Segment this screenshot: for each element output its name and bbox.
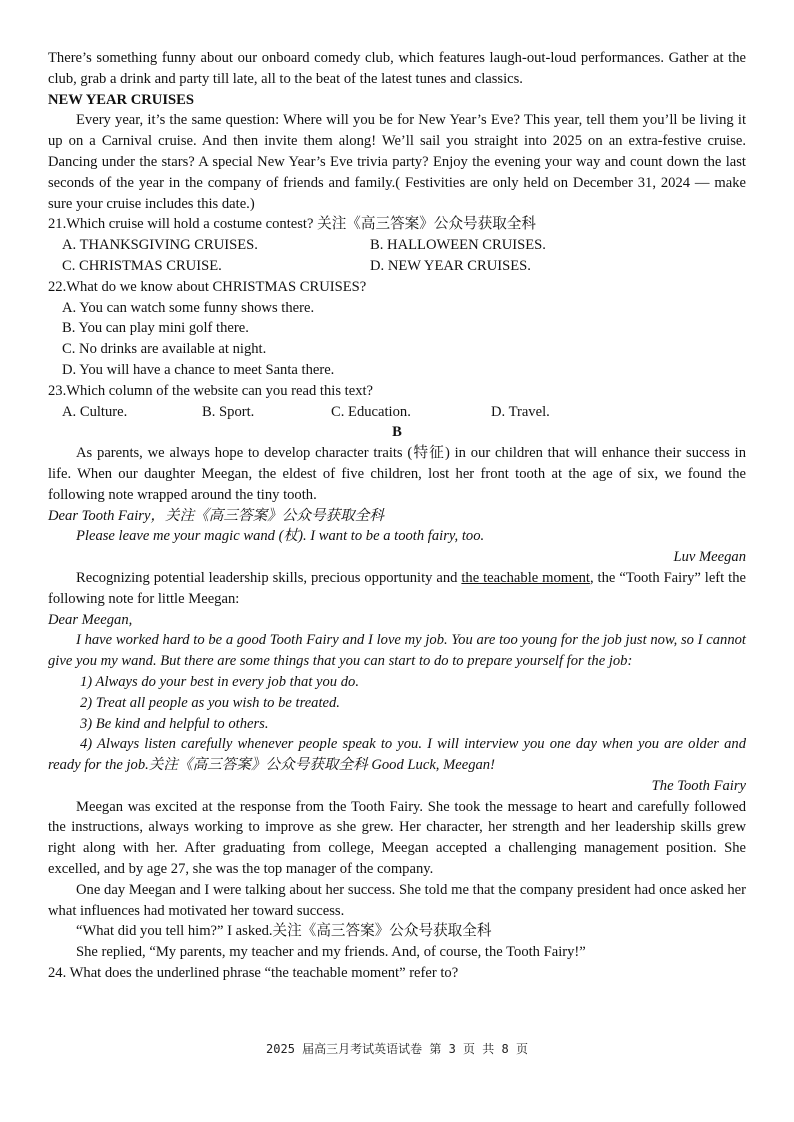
note-2-item-2: 2) Treat all people as you wish to be treated. xyxy=(80,694,340,711)
option-23-b: B. Sport. xyxy=(202,403,255,420)
section-b-label: B xyxy=(392,424,402,441)
note-2-item-3: 3) Be kind and helpful to others. xyxy=(80,715,269,732)
page-footer: 2025 届高三月考试英语试卷 第 3 页 共 8 页 xyxy=(266,1042,528,1056)
p2-text-before: Recognizing potential leadership skills, precious opportunity and xyxy=(76,569,462,586)
question-22-stem: 22.What do we know about CHRISTMAS CRUISES? xyxy=(48,278,367,295)
option-21-d: D. NEW YEAR CRUISES. xyxy=(370,257,531,274)
option-21-b: B. HALLOWEEN CRUISES. xyxy=(370,237,546,254)
note-1-salutation: Dear Tooth Fairy，关注《高三答案》公众号获取全科 xyxy=(48,507,384,524)
passage-b-paragraph-2 xyxy=(48,568,746,610)
new-year-paragraph: Every year, it’s the same question: Where will you be for New Year’s Eve? This year, tell them you’ll be living it up on a Carnival cruise. And then invite them along! We’ll sail you straight into 2025 on an extra-festive cruise. Dancing under the stars? A special New Year’s Eve trivia party? Enjoy the evening your way and count down the last seconds of the year in the company of friends and family.( Festivities are only held on December 31, 2024 — make sure your cruise includes this date.) xyxy=(48,112,746,212)
passage-b-paragraph-1: As parents, we always hope to develop character traits (特征) in our children that will enhance their success in life. When our daughter Meegan, the eldest of five children, lost her front tooth at the age of six, we found the following note wrapped around the tiny tooth. xyxy=(48,445,746,503)
underlined-phrase: the teachable moment xyxy=(461,569,590,586)
question-21-options-row2 xyxy=(48,256,746,277)
passage-b-paragraph-4: One day Meegan and I were talking about her success. She told me that the company president had once asked her what influences had motivated her toward success. xyxy=(48,881,746,919)
option-23-c: C. Education. xyxy=(331,403,411,420)
option-21-c: C. CHRISTMAS CRUISE. xyxy=(62,257,222,274)
option-22-c: C. No drinks are available at night. xyxy=(62,341,267,358)
note-2-signature: The Tooth Fairy xyxy=(651,777,746,794)
note-2-item-1: 1) Always do your best in every job that you do. xyxy=(80,673,359,690)
intro-paragraph: There’s something funny about our onboard comedy club, which features laugh-out-loud performances. Gather at the club, grab a drink and party till late, all to the beat of the latest tunes and classics. xyxy=(48,50,746,87)
question-23-options xyxy=(48,402,746,423)
question-24-stem: 24. What does the underlined phrase “the teachable moment” refer to? xyxy=(48,965,459,982)
p2-text-after: , the “Tooth Fairy” left the following note for little Meegan: xyxy=(48,569,746,607)
note-2-item-4: 4) Always listen carefully whenever people speak to you. I will interview you one day when you are older and ready for the job.关注《高三答案》公众号获取全科 Good Luck, Meegan! xyxy=(48,736,746,774)
note-2-salutation: Dear Meegan, xyxy=(48,611,133,628)
option-23-a: A. Culture. xyxy=(62,403,128,420)
question-21-stem: 21.Which cruise will hold a costume contest? 关注《高三答案》公众号获取全科 xyxy=(48,216,537,233)
passage-b-paragraph-5: “What did you tell him?” I asked.关注《高三答案》公众号获取全科 xyxy=(76,923,492,940)
note-2-body: I have worked hard to be a good Tooth Fairy and I love my job. You are too young for the job just now, so I cannot give you my wand. But there are some things that you can start to do to prepare yourself for the job: xyxy=(48,632,746,670)
note-1-body: Please leave me your magic wand (杖). I want to be a tooth fairy, too. xyxy=(76,528,485,545)
exam-page xyxy=(48,48,746,984)
section-heading-new-year: NEW YEAR CRUISES xyxy=(48,91,194,108)
option-21-a: A. THANKSGIVING CRUISES. xyxy=(62,237,258,254)
option-22-a: A. You can watch some funny shows there. xyxy=(62,299,315,316)
question-21-options-row1 xyxy=(48,235,746,256)
passage-b-paragraph-6: She replied, “My parents, my teacher and my friends. And, of course, the Tooth Fairy!” xyxy=(76,944,586,961)
option-22-b: B. You can play mini golf there. xyxy=(62,320,249,337)
passage-b-paragraph-3: Meegan was excited at the response from the Tooth Fairy. She took the message to heart and carefully followed the instructions, always working to improve as she grew. Her character, her strength and her leadership skills grew right along with her. After graduating from college, Meegan accepted a challenging management position. She excelled, and by age 27, she was the top manager of the company. xyxy=(48,798,746,878)
note-1-signature: Luv Meegan xyxy=(673,549,746,566)
question-23-stem: 23.Which column of the website can you read this text? xyxy=(48,382,374,399)
option-23-d: D. Travel. xyxy=(491,403,550,420)
option-22-d: D. You will have a chance to meet Santa there. xyxy=(62,361,335,378)
